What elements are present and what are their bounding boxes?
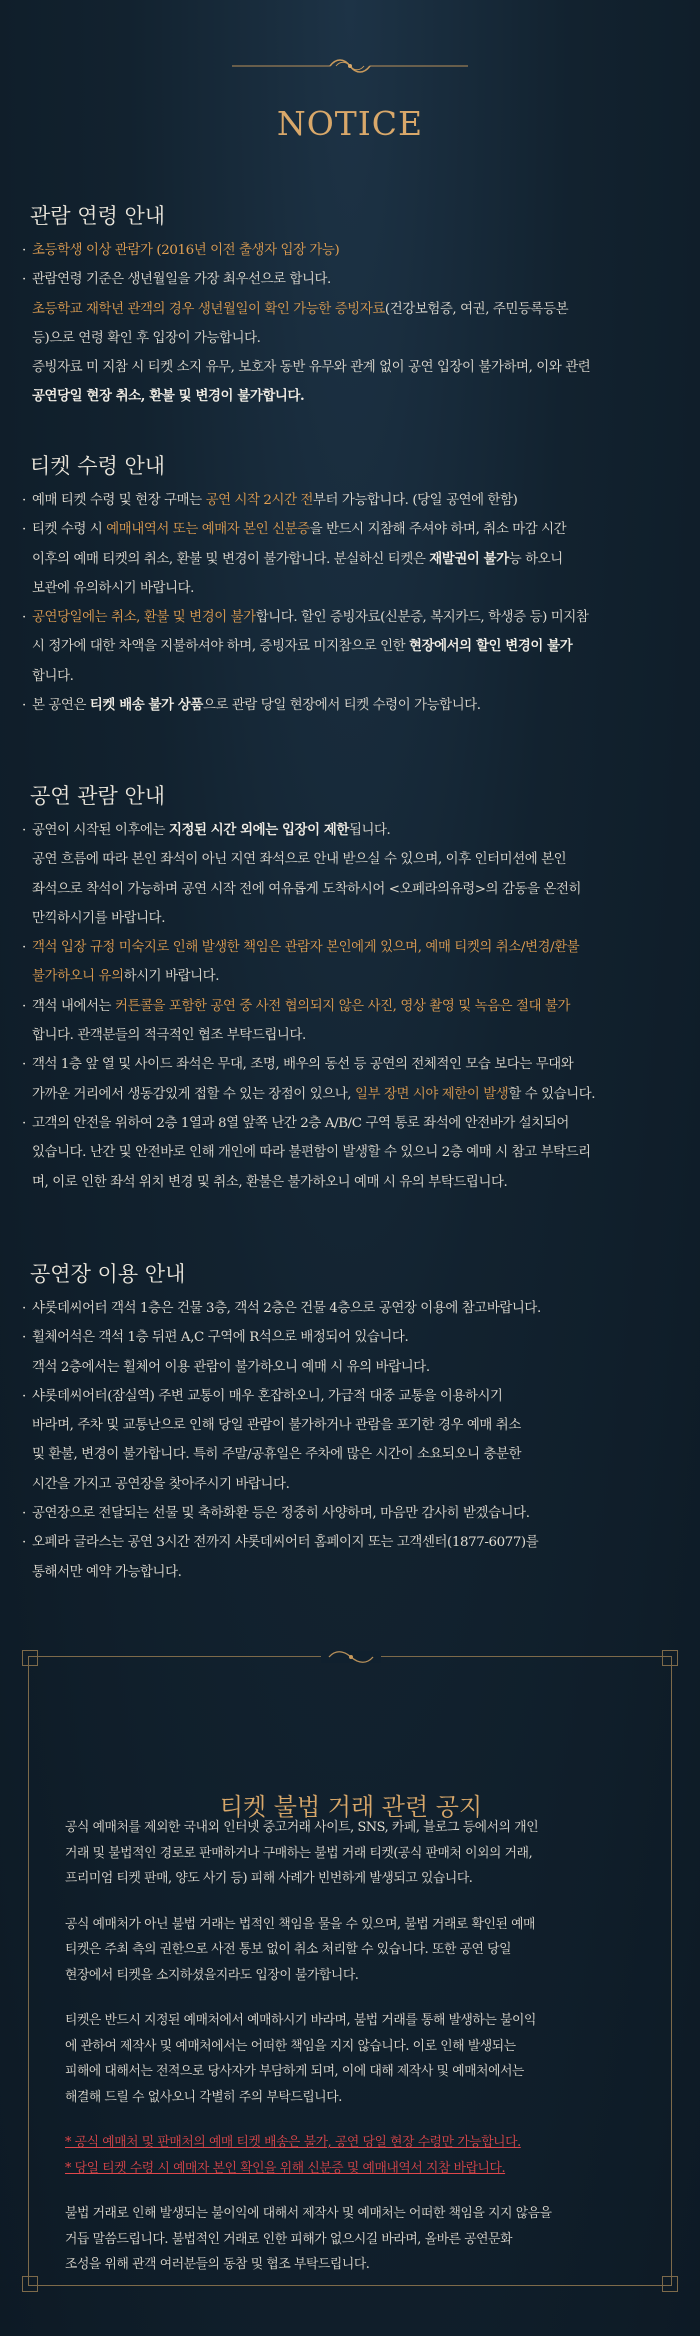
bullet-dot-icon: · [22,1330,26,1346]
notice-box-body [65,1815,637,2298]
notice-paragraph [65,1912,637,1989]
highlighted-text: 커튼콜을 포함한 공연 중 사전 협의되지 않은 사진, 영상 촬영 및 녹음은 절대 불가 [114,998,571,1014]
line-text: 바라며, 주차 및 교통난으로 인해 당일 관람이 불가하거나 관람을 포기한 경우 예매 취소 [32,1418,521,1434]
bullet-dot-icon: · [22,823,26,838]
line-text: 공연이 시작된 이후에는 [32,823,169,838]
notice-line [22,962,682,991]
line-text: 오페라 글라스는 공연 3시간 전까지 샤롯데씨어터 홈페이지 또는 고객센터(1877-6077)를 [32,1535,539,1551]
line-text: 공연 흐름에 따라 본인 좌석이 아닌 지연 좌석으로 안내 받으실 수 있으며, 이후 인터미션에 본인 [32,852,567,868]
notice-paragraph [65,2201,637,2278]
notice-line [22,1323,682,1352]
section-venue-info [22,1258,682,1587]
line-text: 예매 티켓 수령 및 현장 구매는 [32,493,206,508]
notice-line [22,875,682,904]
section-title: 티켓 수령 안내 [30,454,166,478]
highlighted-text: 불가하오니 유의 [32,969,124,985]
line-text: 할 수 있습니다. [508,1086,596,1102]
emphasized-text: 공연당일 현장 취소, 환불 및 변경이 불가합니다. [32,388,305,405]
notice-line [22,1294,682,1323]
line-text: 가까운 거리에서 생동감있게 접할 수 있는 장점이 있으나, [32,1086,356,1102]
notice-line [22,691,682,720]
line-text: 티켓 수령 시 [32,522,107,538]
notice-paragraph [65,1815,637,1892]
highlighted-text: 공연 시작 2시간 전 [205,493,313,508]
page-title: NOTICE [276,104,424,144]
notice-box-title: 티켓 불법 거래 관련 공지 [219,1792,483,1821]
paragraph-line: 조성을 위해 관객 여러분들의 동참 및 협조 부탁드립니다. [65,2257,370,2272]
emphasized-text: 지정된 시간 외에는 입장이 제한 [168,822,349,838]
notice-line [22,992,682,1021]
section-title: 공연 관람 안내 [30,784,166,808]
line-text: 휠체어석은 객석 1층 뒤편 A,C 구역에 R석으로 배정되어 있습니다. [32,1330,409,1346]
bullet-dot-icon: · [22,998,26,1014]
notice-line [22,1109,682,1138]
bullet-dot-icon: · [22,1388,26,1404]
notice-line [22,486,682,515]
paragraph-line: 거듭 말씀드립니다. 불법적인 거래로 인한 피해가 없으시길 바라며, 올바른 공연문화 [65,2231,513,2247]
line-text: 됩니다. [348,823,391,838]
line-text: 고객의 안전을 위하여 2층 1열과 8열 앞쪽 난간 2층 A/B/C 구역 통로 좌석에 안전바가 설치되어 [32,1115,569,1131]
corner-ornament-icon [662,2276,678,2292]
section-lines [22,1294,682,1587]
notice-line [22,1440,682,1469]
notice-line [22,574,682,603]
line-text: 있습니다. 난간 및 안전바로 인해 개인에 따라 불편함이 발생할 수 있으니 2층 예매 시 참고 부탁드리 [32,1145,591,1161]
line-text: 객석 1층 앞 열 및 사이드 좌석은 무대, 조명, 배우의 동선 등 공연의 전체적인 모습 보다는 무대와 [32,1057,574,1073]
line-text: 및 환불, 변경이 불가합니다. 특히 주말/공휴일은 주차에 많은 시간이 소요되오니 충분한 [32,1447,522,1463]
paragraph-line: 티켓은 반드시 지정된 예매처에서 예매하시기 바라며, 불법 거래를 통해 발생하는 불이익 [65,2013,536,2028]
bullet-dot-icon: · [22,1301,26,1316]
line-text: 능 하오니 [508,551,563,567]
section-age-info [22,200,682,412]
line-text: 통해서만 예약 가능합니다. [32,1564,182,1580]
paragraph-line: 프리미엄 티켓 판매, 양도 사기 등) 피해 사례가 빈번하게 발생되고 있습니다. [65,1871,473,1886]
notice-line [22,1138,682,1167]
highlighted-text: 공연당일에는 취소, 환불 및 변경이 불가 [32,610,256,626]
emphasized-text: 티켓 배송 불가 상품 [89,697,203,714]
highlighted-text: 일부 장면 시야 제한이 발생 [355,1086,509,1102]
bullet-dot-icon: · [22,1535,26,1551]
notice-line [22,904,682,933]
notice-line [22,265,682,294]
highlighted-text: 객석 입장 규정 미숙지로 인해 발생한 책임은 관람자 본인에게 있으며, 예매 티켓의 취소/변경/환불 [32,940,580,956]
notice-line [22,933,682,962]
notice-paragraph [65,2008,637,2110]
warning-line: * 공식 예매처 및 판매처의 예매 티켓 배송은 불가, 공연 당일 현장 수령만 가능합니다. [65,2135,521,2150]
paragraph-line: 공식 예매처를 제외한 국내외 인터넷 중고거래 사이트, SNS, 카페, 블로그 등에서의 개인 [65,1820,539,1835]
paragraph-line: 피해에 대해서는 전적으로 당사자가 부담하게 되며, 이에 대해 제작사 및 예매처에서는 [65,2064,525,2079]
warning-line: * 당일 티켓 수령 시 예매자 본인 확인을 위해 신분증 및 예매내역서 지참 바랍니다. [65,2160,506,2176]
emphasized-text: 재발권이 불가 [429,550,509,567]
paragraph-line: 해결해 드릴 수 없사오니 각별히 주의 부탁드립니다. [65,2089,342,2105]
notice-line [22,324,682,353]
line-text: 좌석으로 착석이 가능하며 공연 시작 전에 여유롭게 도착하시어 <오페라의유령>의 감동을 온전히 [32,881,582,897]
paragraph-line: 불법 거래로 인해 발생되는 불이익에 대해서 제작사 및 예매처는 어떠한 책임을 지지 않음을 [65,2206,552,2221]
bullet-dot-icon: · [22,1506,26,1522]
section-viewing-info [22,780,682,1197]
notice-line [22,545,682,574]
section-lines [22,816,682,1197]
notice-line [22,1528,682,1557]
paragraph-line: 거래 및 불법적인 경로로 판매하거나 구매하는 불법 거래 티켓(공식 판매처 이외의 거래, [65,1845,533,1861]
emphasized-text: 현장에서의 할인 변경이 불가 [409,638,573,655]
bullet-dot-icon: · [22,610,26,626]
bullet-dot-icon: · [22,698,26,714]
bullet-dot-icon: · [22,272,26,288]
section-title: 공연장 이용 안내 [30,1262,186,1286]
notice-line [22,1168,682,1197]
notice-line [22,1499,682,1528]
line-text: 합니다. [32,668,74,684]
line-text: 부터 가능합니다. (당일 공연에 한함) [313,493,518,508]
line-text: 이후의 예매 티켓의 취소, 환불 및 변경이 불가합니다. 분실하신 티켓은 [32,551,430,567]
line-text: 객석 2층에서는 휠체어 이용 관람이 불가하오니 예매 시 유의 바랍니다. [32,1359,430,1375]
notice-line [22,236,682,265]
section-lines [22,236,682,412]
illegal-trade-notice-box [28,1656,672,2286]
notice-line [22,353,682,382]
notice-line [22,515,682,544]
line-text: 등)으로 연령 확인 후 입장이 가능합니다. [32,330,261,346]
highlighted-text: 초등학생 이상 관람가 (2016년 이전 출생자 입장 가능) [32,243,340,258]
line-text: 며, 이로 인한 좌석 위치 변경 및 취소, 환불은 불가하오니 예매 시 유의 부탁드립니다. [32,1174,508,1190]
line-text: (건강보험증, 여권, 주민등록등본 [384,301,569,317]
highlighted-text: 예매내역서 또는 예매자 본인 신분증 [106,522,310,538]
line-text: 을 반드시 지참해 주셔야 하며, 취소 마감 시간 [309,522,567,538]
notice-line [22,845,682,874]
bullet-dot-icon: · [22,243,26,258]
bullet-dot-icon: · [22,940,26,956]
line-text: 으로 관람 당일 현장에서 티켓 수령이 가능합니다. [202,698,481,714]
paragraph-line: 현장에서 티켓을 소지하셨을지라도 입장이 불가합니다. [65,1967,359,1983]
line-text: 시간을 가지고 공연장을 찾아주시기 바랍니다. [32,1476,290,1492]
notice-line [22,1080,682,1109]
paragraph-line: 공식 예매처가 아닌 불법 거래는 법적인 책임을 물을 수 있으며, 불법 거래로 확인된 예매 [65,1916,536,1932]
line-text: 시 정가에 대한 차액을 지불하셔야 하며, 증빙자료 미지참으로 인한 [32,639,410,655]
notice-line [22,1050,682,1079]
line-text: 증빙자료 미 지참 시 티켓 소지 유무, 보호자 동반 유무와 관계 없이 공연 입장이 불가하며, 이와 관련 [32,360,591,376]
notice-line [22,662,682,691]
paragraph-line: 티켓은 주최 측의 권한으로 사전 통보 없이 취소 처리할 수 있습니다. 또한 공연 당일 [65,1942,512,1957]
bullet-dot-icon: · [22,493,26,508]
corner-ornament-icon [22,2276,38,2292]
notice-line [22,603,682,632]
notice-line [22,1558,682,1587]
notice-line [22,1353,682,1382]
section-lines [22,486,682,720]
bullet-dot-icon: · [22,522,26,538]
line-text: 합니다. 관객분들의 적극적인 협조 부탁드립니다. [32,1028,306,1044]
line-text: 하시기 바랍니다. [123,969,220,985]
paragraph-line: 에 관하여 제작사 및 예매처에서는 어떠한 책임을 지지 않습니다. 이로 인해 발생되는 [65,2038,516,2054]
line-text: 만끽하시기를 바랍니다. [32,910,166,926]
notice-line [22,1470,682,1499]
notice-line [22,1411,682,1440]
line-text: 합니다. 할인 증빙자료(신분증, 복지카드, 학생증 등) 미지참 [255,610,589,626]
line-text: 샤롯데씨어터 객석 1층은 건물 3층, 객석 2층은 건물 4층으로 공연장 이용에 참고바랍니다. [32,1301,541,1316]
line-text: 공연장으로 전달되는 선물 및 축하화환 등은 정중히 사양하며, 마음만 감사히 받겠습니다. [32,1506,530,1522]
highlighted-text: 초등학교 재학년 관객의 경우 생년월일이 확인 가능한 증빙자료 [32,301,385,317]
line-text: 객석 내에서는 [32,998,115,1014]
notice-line [22,816,682,845]
notice-line [22,295,682,324]
line-text: 보관에 유의하시기 바랍니다. [32,580,194,596]
line-text: 본 공연은 [32,698,90,714]
line-text: 관람연령 기준은 생년월일을 가장 최우선으로 합니다. [32,272,331,288]
notice-line [22,632,682,661]
title-ornament-icon [0,56,700,76]
box-top-ornament-icon [29,1647,673,1667]
notice-line [22,1021,682,1050]
section-ticket-pickup [22,450,682,720]
bullet-dot-icon: · [22,1057,26,1073]
line-text: 샤롯데씨어터(잠실역) 주변 교통이 매우 혼잡하오니, 가급적 대중 교통을 이용하시기 [32,1388,503,1404]
notice-line [22,1382,682,1411]
notice-line [22,382,682,411]
section-title: 관람 연령 안내 [30,204,166,228]
bullet-dot-icon: · [22,1115,26,1131]
notice-paragraph [65,2130,637,2181]
